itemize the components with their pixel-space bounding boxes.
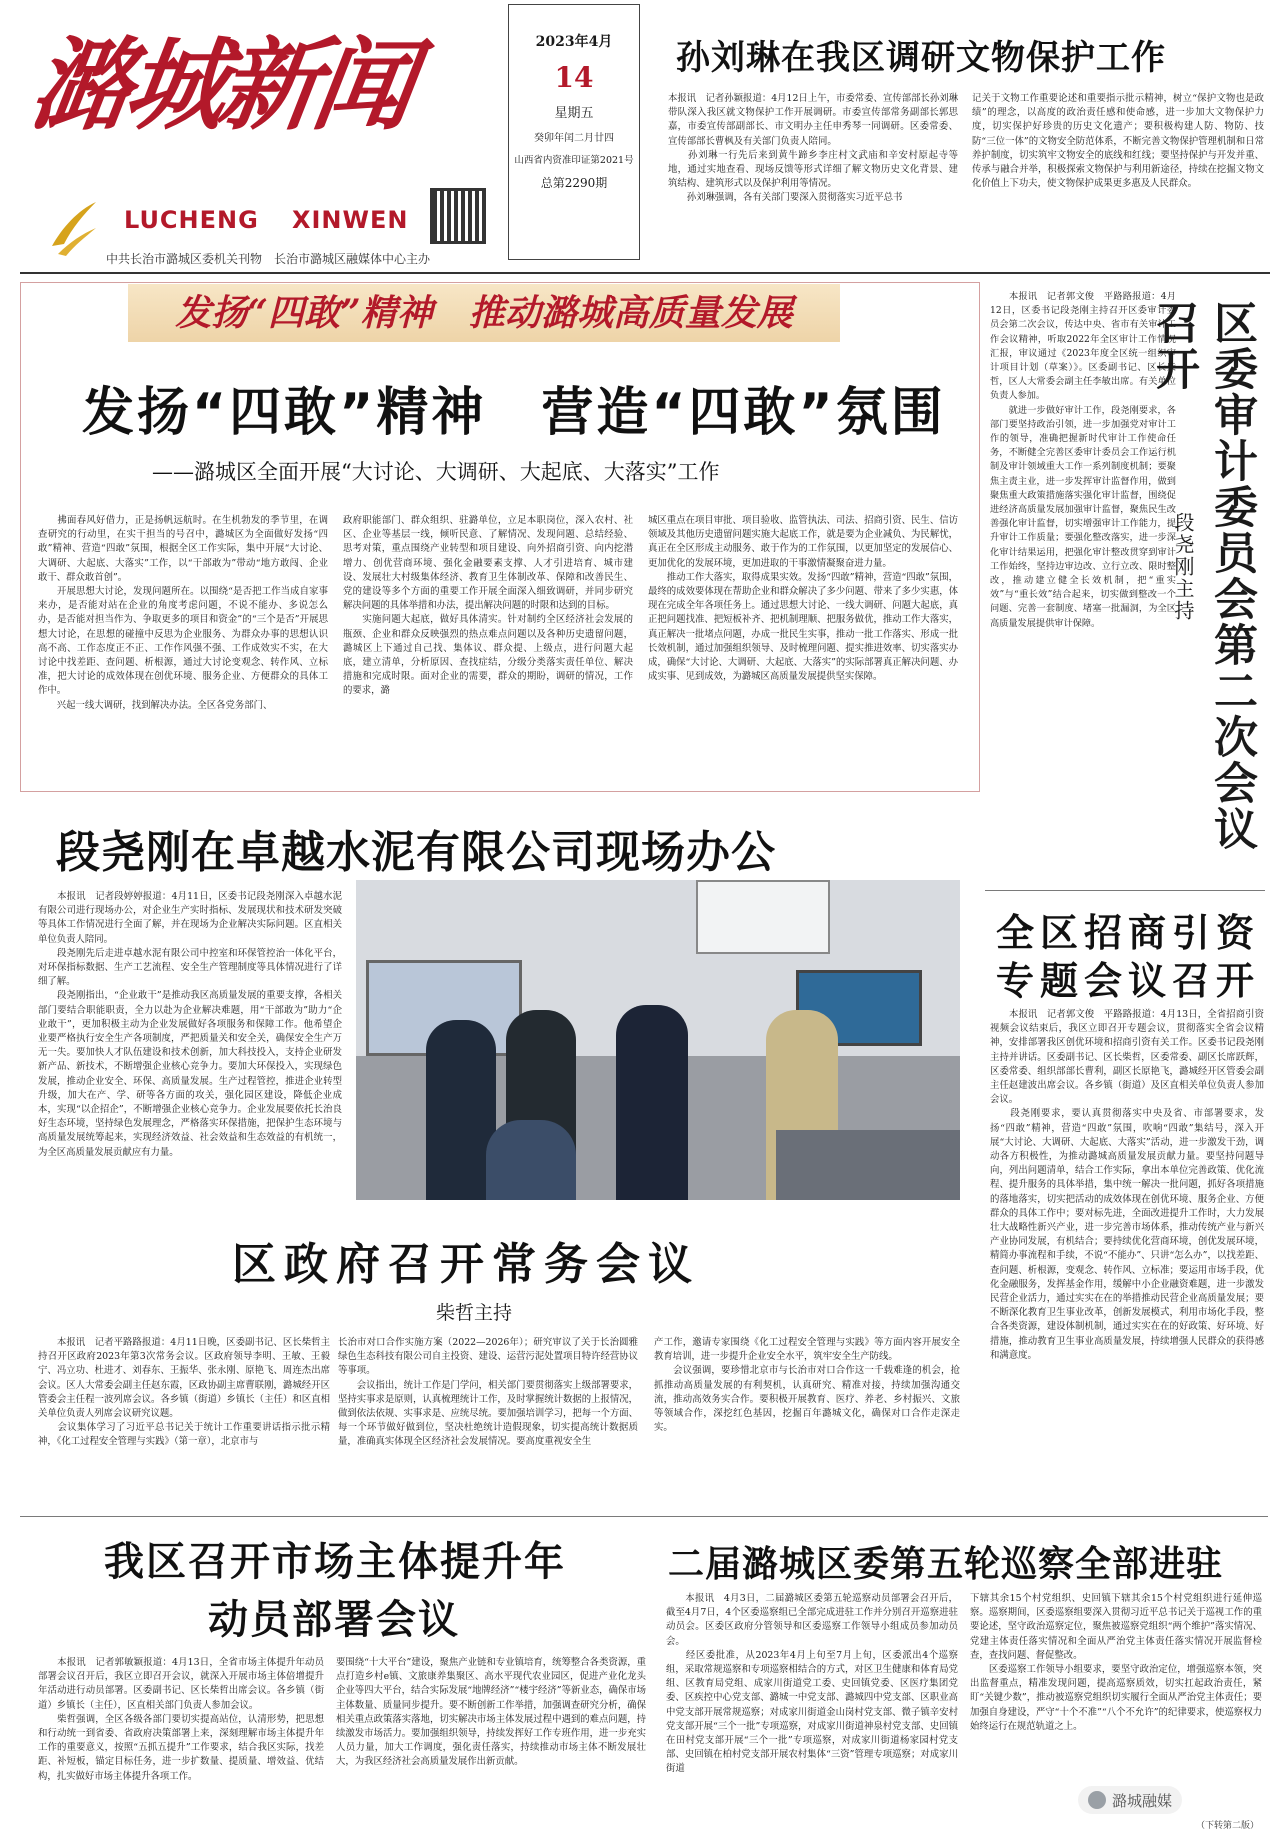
audit-article-body: 本报讯 记者郭文俊 平路路报道：4月12日，区委书记段尧刚主持召开区委审计委员会第二次会议，传达中央、省市有关审计工作会议精神，听取2022年全区审计工作情况汇报，审议通过《2023年度全区统一组织审计项目计划（草案）》。区委副书记、区长柴哲，区人大常委会副主任李敏出席。有关单位负责人参加。 就进一步做好审计工作，段尧刚要求，各部门要坚持政治引领，进一步加强党对审计工作的领导，准确把握新时代审计工作使命任务，不断健全完善区委审计委员会工作运行机制及审计领域重大工作一系列制度机制；要聚焦主责主业，进一步发挥审计监督作用，做到聚焦重大政策措施落实强化审计监督，围绕促进经济高质量发展加强审计监督，聚焦民生改善强化审计监督，切实增强审计工作能力，提升审计工作质量；要强化整改落实，进一步深化审计结果运用，把强化审计整改贯穿到审计工作始终，坚持边审边改、立行立改、限时整改，推动建立健全长效机制，把“重实效”与“重长效”结合起来，切实做到整改一个问题、完善一套制度、堵塞一批漏洞，为全区高质量发展提供审计保障。: [990, 291, 1176, 629]
masthead: [0, 0, 1280, 270]
news-photo: [356, 880, 960, 1200]
market-col1: 本报讯 记者郭敏颖报道：4月13日，全省市场主体提升年动员部署会议召开后，我区立即召开会议，就深入开展市场主体倍增提升年活动进行动员部署。区委副书记、区长柴哲出席会议。各乡镇（街道）乡镇长（主任），区直相关部门负责人参加会议。 柴哲强调，全区各级各部门要切实提高站位，认清形势，把思想和行动统一到省委、省政府决策部署上来，深刻理解市场主体提升年工作的重要意义，按照“五抓五提升”工作要求，结合我区实际，找差距、补短板，锚定目标任务，进一步扩数量、提质量、增效益、优结构，扎实做好市场主体提升各项工作。: [38, 1657, 324, 1782]
investment-article-body: 本报讯 记者郭文俊 平路路报道：4月13日，全省招商引资视频会议结束后，我区立即召开专题会议，贯彻落实全省会议精神，安排部署我区创优环境和招商引资有关工作。区委书记段尧刚主持并讲话。区委副书记、区长柴哲，区委常委、副区长席跃辉，区委常委、组织部部长曹利，副区长原艳飞，潞城经开区管委会副主任赵建波出席会议。各乡镇（街道）及区直相关单位负责人参加会议。 段尧刚要求，要认真贯彻落实中央及省、市部署要求，发扬“四敢”精神，营造“四敢”氛围，吹响“四敢”集结号，深入开展“大讨论、大调研、大起底、大落实”活动，进一步激发干劲，调动各方积极性，为推动潞城高质量发展贡献力量。要坚持问题导向，列出问题清单，结合工作实际，拿出本单位完善政策、优化流程、提升服务的具体举措，集中统一解决一批问题，抓好各项措施的落地落实，切实把活动的成效体现在创优环境、服务企业、方便群众的具体工作中；要对标先进，全面改进提升工作时，大力发展壮大战略性新兴产业，进一步完善市场体系，推动传统产业与新兴产业协同发展，有机结合；要持续优化营商环境，创优发展环境，精简办事流程和手续，不说“不能办”、只讲“怎么办”，以找差距、查问题、析根源，变观念、转作风、立标准；要运用市场手段，优化金融服务，发挥基金作用，缓解中小企业融资难题，进一步激发民营企业活力，通过实实在在的举措推动民营企业高质量发展；要不断深化教育卫生事业改革，创新发展模式，利用市场化手段，整合各类资源，建设体制机制，通过实实在在的好政策、好环境、好措施，推动教育卫生事业高质量发展，持续增强人民群众的获得感和满意度。: [990, 1009, 1264, 1361]
patrol-title: 二届潞城区委第五轮巡察全部进驻: [668, 1544, 1224, 1585]
market-title-line2: 动员部署会议: [208, 1597, 460, 1643]
gov-meeting-col3: 产工作，邀请专家围绕《化工过程安全管理与实践》等方面内容开展安全教育培训，进一步提升企业安全水平，筑牢安全生产防线。 会议强调，要珍惜北京市与长治市对口合作这一千载难逢的机会，抢抓推动高质量发展的有利契机，认真研究、精准对接，持续加强沟通交流，推动高效务实合作。要积极开展教育、医疗、养老、乡村振兴、文旅等领域合作，深挖红色基因，挖掘百年潞城文化，确保对口合作走深走实。: [654, 1337, 960, 1434]
market-title-line1: 我区召开市场主体提升年: [104, 1539, 566, 1585]
issue-info-box: [508, 4, 640, 260]
photo-window: [696, 880, 830, 954]
cement-article-body: 本报讯 记者段婷婷报道：4月11日，区委书记段尧刚深入卓越水泥有限公司进行现场办公，对企业生产实时指标、发展现状和技术研发突破等具体工作情况进行全面了解，并在现场为企业解决实际问题。区直相关单位负责人陪同。 段尧刚先后走进卓越水泥有限公司中控室和环保管控治一体化平台，对环保指标数据、生产工艺流程、安全生产管理制度等具体情况进行了详细了解。 段尧刚指出，“企业敢干”是推动我区高质量发展的重要支撑，各相关部门要结合职能职责，全力以赴为企业解决难题，用“干部敢为”助力“企业敢干”，更加积极主动为企业发展做好各项服务和保障工作。他希望企业要严格执行安全生产各项制度，严把质量关和安全关，确保安全生产万无一失。要加快人才队伍建设和技术创新，加大科技投入，支持企业研发新产品、新技术，不断增强企业核心竞争力。要加大环保投入，实现绿色发展，推动企业安全、环保、高质量发展。生产过程管控，推进企业转型升级，加大在产、学、研等各方面的攻关，强化园区建设，降低企业成本，实现“以企招企”，不断增强企业核心竞争力。企业发展要依托长治良好生态环境，坚持绿色发展理念，严格落实环保措施，把保护生态环境与高质量发展统筹起来，实现经济效益、社会效益和生态效益的有机统一，为全区高质量发展贡献应有力量。: [38, 891, 342, 1158]
issue-number: 总第2290期: [540, 176, 608, 190]
masthead-logo-title: 潞城新闻: [23, 26, 417, 144]
pinyin-left: LUCHENG: [124, 206, 259, 234]
qr-code-icon: [430, 188, 486, 244]
red-banner: 发扬“四敢”精神 推动潞城高质量发展: [128, 284, 840, 342]
masthead-divider: [20, 272, 1270, 274]
lead-body-col3: 城区重点在项目审批、项目验收、监管执法、司法、招商引资、民生、信访领域及其他历史遗留问题实施大起底工作，就是要为企业减负、为民解忧，真正在全区形成主动服务、敢于作为的工作氛围，以更加坚定的发展信心、更加优化的发展环境，更加进取的干事激情凝聚奋进力量。 推动工作大落实，取得成果实效。发扬“四敢”精神，营造“四敢”氛围，最终的成效要体现在帮助企业和群众解决了多少问题、带来了多少实惠，体现在完成全年各项任务上。通过思想大讨论、一线大调研、问题大起底，真正把问题找准、把短板补齐、把机制理顺、把服务做优，推动工作大落实，真正解决一批堵点问题，办成一批民生实事，推动一批工作落实、形成一批长效机制，通过加强组织领导、及时梳理问题、提实推进效率、切实落实办成，确保“大讨论、大调研、大起底、大落实”的实际部署真正解决问题、办成实事、见到成效，为潞城区高质量发展提供坚实保障。: [648, 515, 958, 683]
pinyin-right: XINWEN: [292, 206, 409, 234]
lead-body-col2: 政府职能部门、群众组织、驻潞单位，立足本职岗位，深入农村、社区、企业等基层一线，倾听民意、了解情况、发现问题、总结经验、思考对策，重点围绕产业转型和项目建设、向外招商引资、向内挖潜增力、创优营商环境、强化金融要素支撑、人才引进培育、城市建设、发展壮大村级集体经济、教育卫生体制改革、保障和改善民生、党的建设等多个方面的重要工作开展全面深入细致调研，并同步研究解决问题的具体举措和办法，提出解决问题的时限和达到的目标。 实施问题大起底，做好具体清实。针对制约全区经济社会发展的瓶颈、企业和群众反映强烈的热点难点问题以及各种历史遗留问题，潞城区上下通过自己找、集体议、群众提、上级点，进行问题大起底，建立清单，分析原因、查找症结，分级分类落实责任单位、解决措施和完成时限。面对企业的需要，群众的期盼，调研的情况，工作的要求，潞: [343, 515, 633, 697]
gov-meeting-col2: 长治市对口合作实施方案（2022—2026年）；研究审议了关于长治圆雅绿色生态科技有限公司自主投资、建设、运营污泥处置项目特许经营协议等事项。 会议指出，统计工作是门学问，相关部门要贯彻落实上级部署要求，坚持实事求是原则，认真梳理统计工作，及时掌握统计数据的上报情况，做到依法依规、实事求是、应统尽统。要加强培训学习，把每一个方面、每一个环节做好做到位，坚决杜绝统计造假现象，切实提高统计数据质量，准确真实体现全区经济社会发展情况。要高度重视安全生: [338, 1337, 638, 1448]
investment-title-line1: 全区招商引资: [996, 911, 1261, 955]
gov-meeting-col1: 本报讯 记者平路路报道：4月11日晚，区委副书记、区长柴哲主持召开区政府2023年第3次常务会议。区政府领导李明、王敏、王毅宁、冯立功、杜进才、刘春东、王振华、张永刚、原艳飞、周连杰出席会议。区人大常委会副主任赵东霞，区政协副主席曹联刚，潞城经开区管委会主任程一波列席会议。各乡镇（街道）乡镇长（主任）和区直相关单位负责人列席会议研究议题。 会议集体学习了习近平总书记关于统计工作重要讲话指示批示精神，《化工过程安全管理与实践》（第一章），北京市与: [38, 1337, 330, 1448]
audit-article-title: 区委审计委员会第二次会议召开: [1148, 300, 1257, 852]
audit-article-byline: 段尧刚主持: [1171, 512, 1195, 622]
right-col-divider: [985, 890, 1265, 891]
issue-weekday: 星期五: [554, 106, 594, 121]
article-body-cultural-relics-col1: 本报讯 记者孙颖报道：4月12日上午，市委常委、宣传部部长孙刘琳带队深入我区就文物保护工作开展调研。市委宣传部常务副部长郭思嘉，市委宣传部副部长、市文明办主任申秀琴一同调研。区委常委、宣传部部长曹枫及有关部门负责人陪同。 孙刘琳一行先后来到黄牛蹄乡李庄村文武庙和辛安村原起寺等地，通过实地查看、现场反馈等形式详细了解文物历史文化背景、建筑结构、建筑形式以及保护利用等情况。 孙刘琳强调，各有关部门要深入贯彻落实习近平总书: [668, 93, 958, 204]
gov-meeting-title: 区政府召开常务会议: [232, 1239, 700, 1290]
lead-subtitle: ——潞城区全面开展“大讨论、大调研、大起底、大落实”工作: [152, 460, 720, 484]
issue-lunar: 癸卯年闰二月廿四: [534, 133, 614, 144]
photo-monitor-desk: [776, 1130, 960, 1200]
watermark-badge: [1078, 1786, 1182, 1814]
article-body-cultural-relics-col2: 记关于文物工作重要论述和重要指示批示精神，树立“保护文物也是政绩”的理念，以高度的政治责任感和使命感，进一步加大文物保护力度，切实保护好珍贵的历史文化遗产；要积极构建人防、物防、技防“三位一体”的文物安全防范体系，不断完善文物保护管理机制和日常养护制度，切实筑牢文物安全的底线和红线；要坚持保护与开发并重、传承与融合并举，积极探索文物保护与利用新途径，持续在挖掘文物文化价值上下功夫，使文物保护成果更多惠及人民群众。: [972, 93, 1264, 190]
patrol-col1: 本报讯 4月3日，二届潞城区委第五轮巡察动员部署会召开后，截至4月7日，4个区委巡察组已全部完成进驻工作并分别召开巡察进驻动员会。区委区政府分管领导和区委巡察工作领导小组成员参加动员会。 经区委批准，从2023年4月上旬至7月上旬，区委派出4个巡察组，采取常规巡察和专项巡察相结合的方式，对区卫生健康和体育局党组、区教育局党组、成家川街道党工委、史回镇党委、区医疗集团党委、区疾控中心党支部、潞城一中党支部、潞城四中党支部、区职业高中党支部开展常规巡察；对成家川街道金山岗村党支部、微子镇辛安村党支部开展“三个一批”专项巡察，对成家川街道神泉村党支部、史回镇在田村党支部开展“三个一批”专项巡察，对成家川街道杨家园村党支部、史回镇在柏村党支部开展农村集体“三资”管理专项巡察；对成家川街道: [666, 1593, 958, 1775]
issue-date: 2023年4月: [535, 34, 613, 50]
issue-permit: 山西省内资准印证第2021号: [514, 155, 634, 166]
lead-body-col1: 拂面春风好借力，正是扬帆远航时。在生机勃发的季节里，在调查研究的行动里，在实干担当的号召中，潞城区为全面做好发扬“四敢”精神、营造“四敢”氛围，根据全区工作实际，集中开展“大讨论、大调研、大起底、大落实”工作，以“干部敢为”带动“地方敢闯、企业敢干、群众敢首创”。 开展思想大讨论，发现问题所在。以围绕“是否把工作当成自家事来办，是否能对站在企业的角度考虑问题，不说不能办、多说怎么办，是否能对担当作为、争取更多的项目和资金”的“三个是否”开展思想大讨论，在思想的碰撞中反思为企业服务、为群众办事的思想认识高不高、工作态度正不正、工作作风强不强、工作成效实不实，在大讨论中找差距、查问题、析根源，通过大讨论变观念、转作风、立标准，把大讨论的成效体现在创优环境、服务企业、方便群众的具体工作中。 兴起一线大调研，找到解决办法。全区各党务部门、: [38, 515, 328, 711]
wechat-icon: [1088, 1791, 1106, 1809]
wing-logo-icon: [48, 198, 100, 260]
gov-meeting-byline: 柴哲主持: [436, 1302, 513, 1324]
market-col2: 要围绕“十大平台”建设，聚焦产业链和专业镇培育，统筹整合各类资源，重点打造乡村e镇、文旅康养集聚区、高水平现代农业园区，促进产业化龙头企业等四大平台，结合实际发展“地牌经济”“楼宇经济”等新业态，确保市场主体数量、质量同步提升。要不断创新工作举措，加强调查研究分析，确保相关重点政策落实落地，切实解决市场主体发展过程中遇到的难点问题，持续激发市场活力。要加强组织领导，持续发挥好工作专班作用，进一步充实人员力量，加大工作调度，强化责任落实，持续推动市场主体不断发展壮大，为我区经济社会高质量发展作出新贡献。: [336, 1657, 646, 1768]
photo-person-3: [616, 1005, 688, 1200]
investment-title-line2: 专题会议召开: [996, 959, 1261, 1003]
cement-article-title: 段尧刚在卓越水泥有限公司现场办公: [56, 827, 776, 878]
bottom-divider: [20, 1516, 1268, 1517]
patrol-col2: 下辖其余15个村党组织、史回镇下辖其余15个村党组织进行延伸巡察。巡察期间，区委巡察组要深入贯彻习近平总书记关于巡视工作的重要论述，坚守政治巡察定位，聚焦被巡察党组织“两个维护”落实情况、党建主体责任落实情况和全面从严治党主体责任落实情况开展监督检查，查找问题、督促整改。 区委巡察工作领导小组要求，要坚守政治定位，增强巡察本领，突出监督重点，精准发现问题，提高巡察质效，切实扛起政治责任，紧盯“关键少数”，推动被巡察党组织切实履行全面从严治党主体责任；要加强自身建设，严守“十个不准”“八个不允许”的纪律要求，使巡察权力始终运行在规范轨道之上。: [970, 1593, 1262, 1732]
watermark-text: 潞城融媒: [1112, 1791, 1173, 1810]
issue-day: 14: [554, 61, 594, 94]
sponsor-line: 中共长治市潞城区委机关刊物 长治市潞城区融媒体中心主办: [106, 252, 431, 266]
lead-title: 发扬“四敢”精神 营造“四敢”氛围: [82, 383, 946, 443]
article-title-cultural-relics: 孙刘琳在我区调研文物保护工作: [676, 38, 1166, 78]
continued-note: （下转第二版）: [1196, 1821, 1260, 1831]
photo-seated-operator: [486, 1120, 576, 1200]
